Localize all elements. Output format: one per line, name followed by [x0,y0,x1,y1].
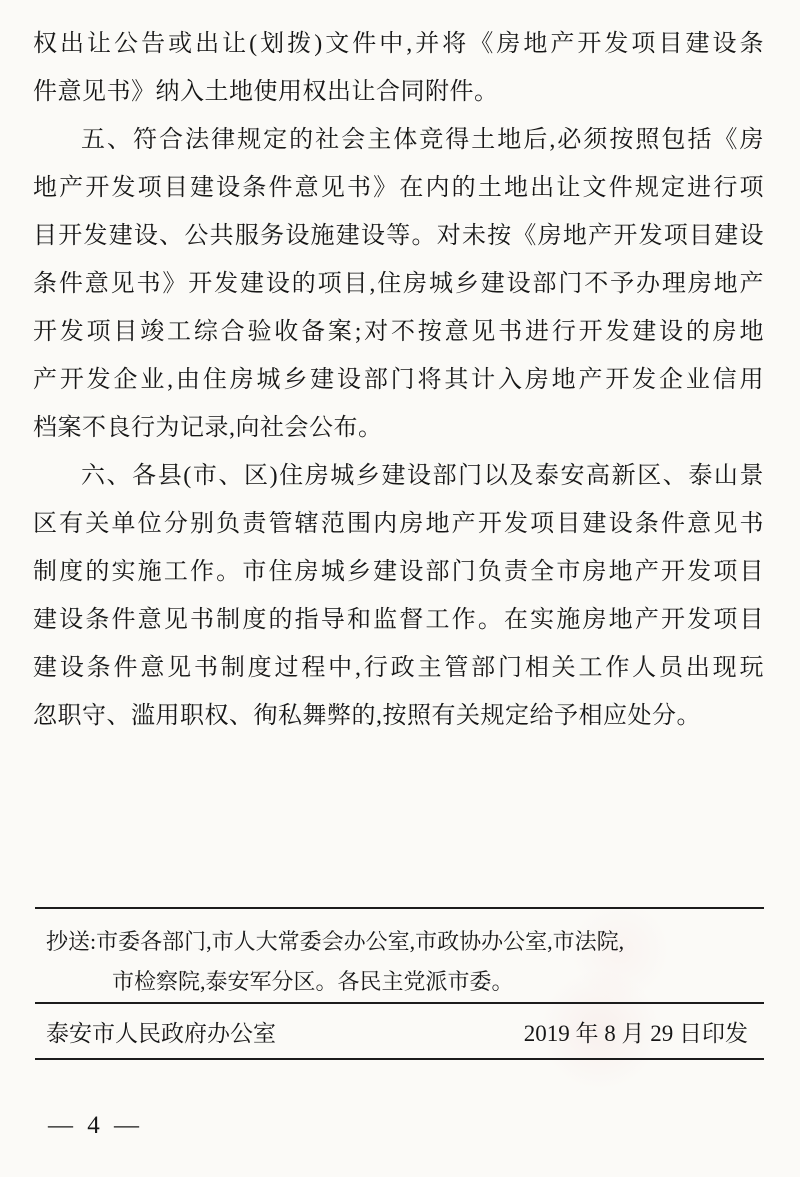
cc-label: 抄送: [46,929,97,954]
cc-line-first [46,922,751,962]
text-line: 目开发建设、公共服务设施建设等。对未按《房地产开发项目建设 [33,223,764,249]
text-line: 产开发企业,由住房城乡建设部门将其计入房地产开发企业信用 [33,367,764,393]
text-line: 档案不良行为记录,向社会公布。 [33,415,383,441]
cc-recipients-1: 市委各部门,市人大常委会办公室,市政协办公室,市法院, [96,929,625,954]
text-line: 开发项目竣工综合验收备案;对不按意见书进行开发建设的房地 [33,319,764,345]
text-line: 权出让公告或出让(划拨)文件中,并将《房地产开发项目建设条 [33,31,764,57]
text-line: 区有关单位分别负责管辖范围内房地产开发项目建设条件意见书 [33,511,764,537]
print-date: 2019 年 8 月 29 日印发 [523,1021,748,1046]
text-line: 制度的实施工作。市住房城乡建设部门负责全市房地产开发项目 [33,559,764,585]
text-line: 建设条件意见书制度的指导和监督工作。在实施房地产开发项目 [33,607,764,633]
cc-recipients-2: 市检察院,泰安军分区。各民主党派市委。 [112,969,514,994]
cc-block [46,922,751,1002]
text-line: 六、各县(市、区)住房城乡建设部门以及泰安高新区、泰山景 [81,463,764,489]
footer-bottom-rule [35,1058,764,1060]
text-line: 五、符合法律规定的社会主体竞得土地后,必须按照包括《房 [81,127,764,153]
page-number: — 4 — [48,1112,143,1139]
issuing-office: 泰安市人民政府办公室 [46,1021,276,1046]
issuer-row [46,1012,748,1056]
text-line: 忽职守、滥用职权、徇私舞弊的,按照有关规定给予相应处分。 [33,703,701,729]
footer-top-rule [35,907,764,909]
footer-middle-rule [35,1002,764,1004]
text-line: 建设条件意见书制度过程中,行政主管部门相关工作人员出现玩 [33,655,764,681]
text-line: 件意见书》纳入土地使用权出让合同附件。 [33,79,499,105]
document-body [33,20,764,740]
text-line: 条件意见书》开发建设的项目,住房城乡建设部门不予办理房地产 [33,271,764,297]
text-line: 地产开发项目建设条件意见书》在内的土地出让文件规定进行项 [33,175,764,201]
